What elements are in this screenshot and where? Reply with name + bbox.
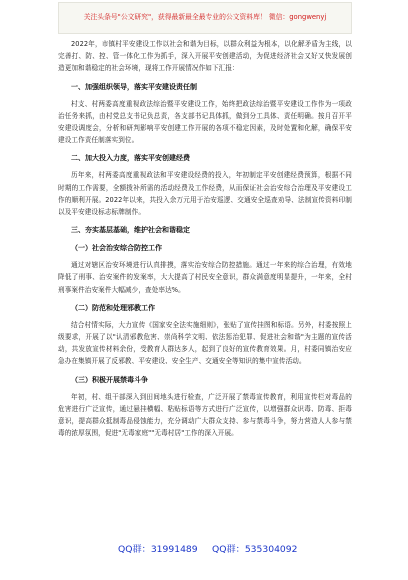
section-3-heading: 三、夯实基层基础，维护社会和谐稳定 [71,226,190,235]
subsection-3-paragraph: 年初，村、组干部深入到田间地头进行检查，广泛开展了禁毒宣传教育，利用宣传栏对毒品的危害进行广泛宣传，通过悬挂横幅、粘贴标语等方式进行广泛宣传，以增强群众识毒、防毒、拒毒意识，提高群众抵制毒品侵蚀能力，充分调动广大群众支持、参与禁毒斗争，努力营造人人参与禁毒的浓厚氛围，促进"无毒家庭""无毒村居"工作的深入开展。 [58,392,352,438]
subsection-2-heading: （二）防范和处理邪教工作 [71,303,155,312]
intro-paragraph: 2022年，市镇村平安建设工作以社会和谐为目标，以群众利益为根本，以化解矛盾为主线，以完善打、防、控、管一体化工作为抓手，深入开展平安创建活动，为促进经济社会又好又快发展创造更加和谐稳定的社会环境，现将工作开展情况作如下汇报： [58,40,352,73]
subsection-1-paragraph: 通过对辖区治安环境进行认真排摸，落实治安综合防控措施。通过一年来的综合治理，有效地降低了刑事、治安案件的发案率，大大提高了村民安全意识，群众满意度明显提升，一年来，全村刑事案件治安案件大幅减少，查处率达%。 [58,261,352,294]
subsection-3-heading: （三）积极开展禁毒斗争 [71,375,148,384]
footer-qq-group-1: QQ群：31991489 [118,544,198,555]
promo-banner [58,2,352,34]
subsection-1-heading: （一）社会治安综合防控工作 [71,244,162,253]
subsection-2-paragraph: 结合村情实际，大力宣传《国家安全法实施细则》，张贴了宣传挂图和标语。另外，村委按照上级要求，开展了以"认清邪教危害、崇尚科学文明、依法惩治犯罪、促进社会和谐"为主题的宣传活动，共发放宣传材料余份，受教育人群达多人，起到了良好的宣传教育效果。月，村委同镇治安应急办在集镇开展了反邪教、平安建设、安全生产、交通安全等知识的集中宣传活动。 [58,320,352,366]
section-1-paragraph: 村支、村两委高度重视政法综治暨平安建设工作，始终把政法综治暨平安建设工作作为一项政治任务来抓，由村党总支书记负总责，各支部书记具体抓，做到分工具体、责任明确。按月召开平安建设调度会，分析和研判影响平安创建工作开展的各项不稳定因素，及时处置和化解，确保平安建设工作责任制落实到位。 [58,99,352,145]
section-1-heading: 一、加强组织领导，落实平安建设责任制 [71,82,197,91]
section-2-paragraph: 历年来，村两委高度重视政法和平安建设经费的投入，年初制定平安创建经费预算，根据不同时期的工作需要，全额拨补所需的活动经费及工作经费，从而保证社会治安综合治理及平安建设工作的顺利开展。2022年以来，共投入余万元用于治安巡逻、交通安全巡查劝导、法制宣传资料印制以及平安建设标志标牌制作。 [58,171,352,217]
footer-qq-group-2: QQ群：535304092 [212,544,298,555]
document-body [58,38,352,442]
footer [0,541,408,555]
promo-banner-text: 关注头条号"公文研究"，获得最新最全最专业的公文资料库！ 微信：gongwenyj [83,13,327,21]
section-2-heading: 二、加大投入力度，落实平安创建经费 [71,154,190,163]
